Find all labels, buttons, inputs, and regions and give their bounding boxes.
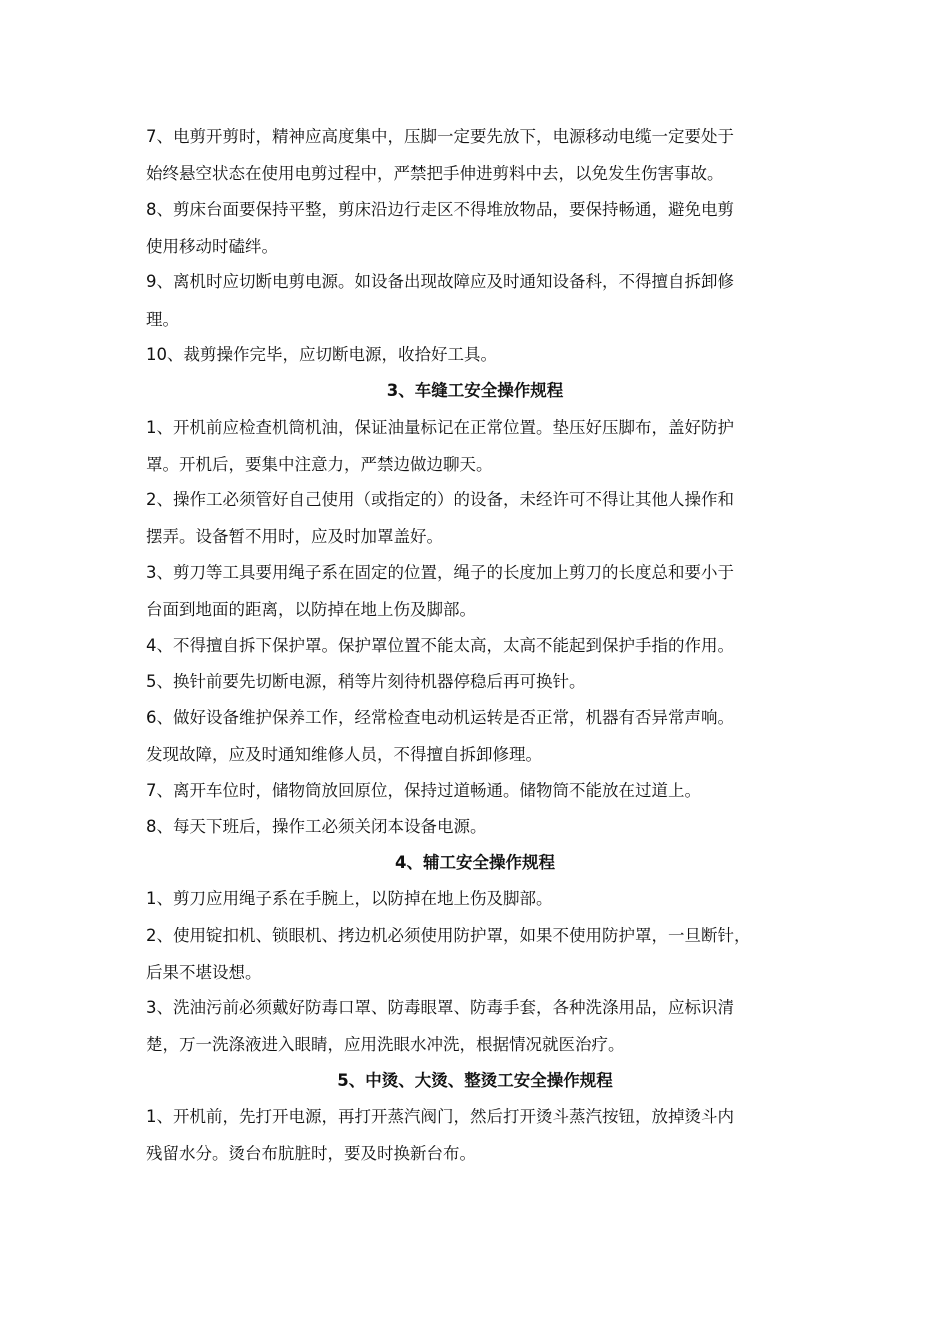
paragraph-line: 6、做好设备维护保养工作，经常检查电动机运转是否正常，机器有否异常声响。: [146, 708, 734, 727]
paragraph-line: 2、使用锭扣机、锁眼机、拷边机必须使用防护罩，如果不使用防护罩，一旦断针，: [146, 926, 751, 945]
paragraph-line: 8、每天下班后，操作工必须关闭本设备电源。: [146, 817, 487, 836]
paragraph-line: 后果不堪设想。: [146, 963, 262, 982]
paragraph-line: 2、操作工必须管好自己使用（或指定的）的设备，未经许可不得让其他人操作和: [146, 490, 734, 509]
paragraph-line: 罩。开机后，要集中注意力，严禁边做边聊天。: [146, 455, 493, 474]
paragraph-line: 9、离机时应切断电剪电源。如设备出现故障应及时通知设备科，不得擅自拆卸修: [146, 272, 734, 291]
paragraph-line: 7、离开车位时，储物筒放回原位，保持过道畅通。储物筒不能放在过道上。: [146, 781, 701, 800]
paragraph-line: 5、换针前要先切断电源，稍等片刻待机器停稳后再可换针。: [146, 672, 586, 691]
paragraph-line: 理。: [146, 310, 179, 329]
paragraph-line: 1、剪刀应用绳子系在手腕上，以防掉在地上伤及脚部。: [146, 889, 553, 908]
paragraph-line: 发现故障，应及时通知维修人员，不得擅自拆卸修理。: [146, 745, 542, 764]
paragraph-line: 10、裁剪操作完毕，应切断电源，收拾好工具。: [146, 345, 497, 364]
paragraph-line: 始终悬空状态在使用电剪过程中，严禁把手伸进剪料中去，以免发生伤害事故。: [146, 164, 724, 183]
paragraph-line: 7、电剪开剪时，精神应高度集中，压脚一定要先放下，电源移动电缆一定要处于: [146, 127, 734, 146]
paragraph-line: 3、剪刀等工具要用绳子系在固定的位置，绳子的长度加上剪刀的长度总和要小于: [146, 563, 734, 582]
paragraph-line: 楚，万一洗涤液进入眼睛，应用洗眼水冲洗，根据情况就医治疗。: [146, 1035, 625, 1054]
paragraph-line: 1、开机前应检查机筒机油，保证油量标记在正常位置。垫压好压脚布，盖好防护: [146, 418, 734, 437]
paragraph-line: 摆弄。设备暂不用时，应及时加罩盖好。: [146, 527, 443, 546]
section-heading-4: 4、辅工安全操作规程: [395, 853, 555, 872]
paragraph-line: 3、洗油污前必须戴好防毒口罩、防毒眼罩、防毒手套，各种洗涤用品，应标识清: [146, 998, 734, 1017]
section-heading-3: 3、车缝工安全操作规程: [386, 381, 564, 400]
paragraph-line: 残留水分。烫台布肮脏时，要及时换新台布。: [146, 1144, 476, 1163]
paragraph-line: 台面到地面的距离，以防掉在地上伤及脚部。: [146, 600, 476, 619]
paragraph-line: 1、开机前，先打开电源，再打开蒸汽阀门，然后打开烫斗蒸汽按钮，放掉烫斗内: [146, 1107, 734, 1126]
paragraph-line: 8、剪床台面要保持平整，剪床沿边行走区不得堆放物品，要保持畅通，避免电剪: [146, 200, 734, 219]
paragraph-line: 4、不得擅自拆下保护罩。保护罩位置不能太高，太高不能起到保护手指的作用。: [146, 636, 734, 655]
section-heading-5: 5、中烫、大烫、整烫工安全操作规程: [337, 1071, 613, 1090]
paragraph-line: 使用移动时磕绊。: [146, 237, 278, 256]
